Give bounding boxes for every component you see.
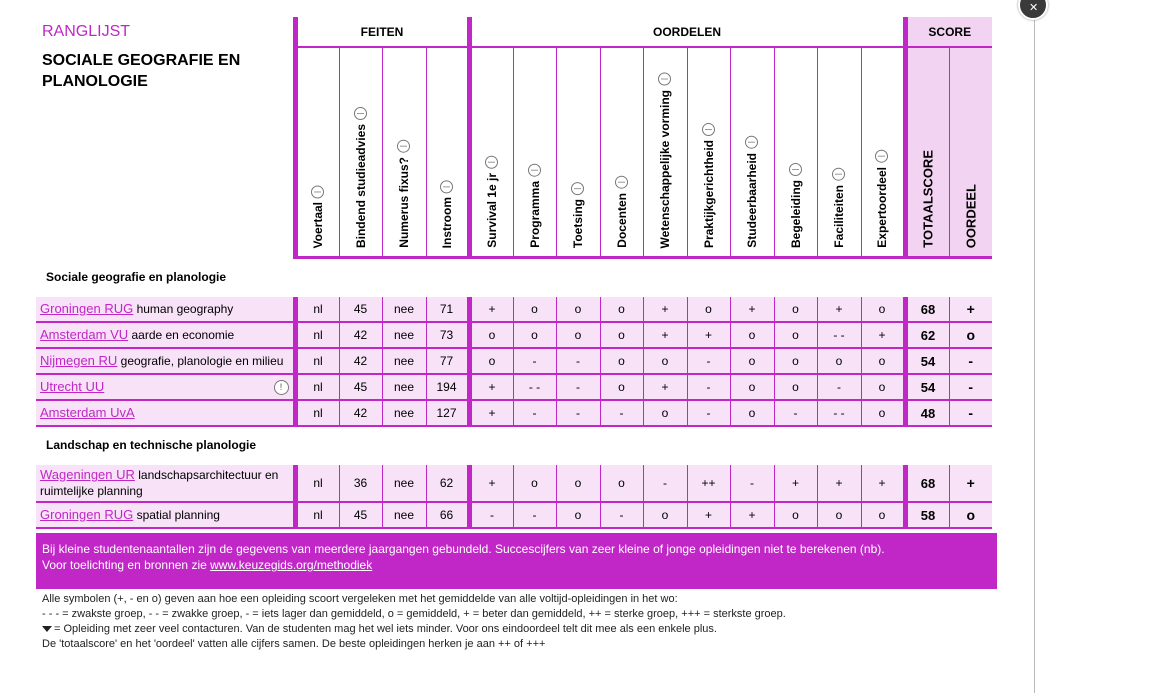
column-header	[774, 47, 817, 258]
column-header-label: Programma	[527, 181, 542, 248]
judgement-cell: o	[513, 322, 556, 348]
institution-cell	[36, 348, 295, 374]
column-header-label: TOTAALSCORE	[920, 150, 936, 248]
judgement-cell: - -	[817, 400, 861, 426]
table-row	[36, 502, 992, 528]
note-line-2	[42, 557, 991, 573]
final-judgement: -	[949, 348, 992, 374]
fact-cell: 45	[339, 502, 382, 528]
judgement-cell: o	[730, 348, 774, 374]
table-row	[36, 400, 992, 426]
judgement-cell: o	[774, 374, 817, 400]
column-header-label: Begeleiding	[788, 179, 803, 248]
fact-cell: nee	[382, 297, 426, 322]
info-note	[36, 533, 997, 589]
column-header-label: Studeerbaarheid	[745, 153, 759, 248]
total-score: 68	[905, 465, 949, 502]
column-header	[339, 47, 382, 258]
judgement-cell: o	[556, 465, 600, 502]
info-icon[interactable]	[833, 168, 846, 181]
table-row	[36, 297, 992, 322]
total-score: 68	[905, 297, 949, 322]
institution-link[interactable]: Amsterdam VU	[40, 327, 129, 342]
judgement-cell: +	[817, 465, 861, 502]
judgement-cell: +	[643, 322, 687, 348]
column-header-label: Toetsing	[571, 198, 585, 248]
column-header-label: Bindend studieadvies	[353, 123, 368, 248]
column-header	[295, 47, 339, 258]
final-judgement: -	[949, 400, 992, 426]
column-header-label: Survival 1e jr	[485, 173, 499, 248]
column-header	[949, 47, 992, 258]
program-name: landschapsarchitectuur en ruimtelijke planning	[40, 468, 279, 498]
judgement-cell: +	[861, 322, 905, 348]
total-score: 62	[905, 322, 949, 348]
column-header-label: Instroom	[439, 196, 454, 248]
section-title: Landschap en technische planologie	[36, 426, 992, 463]
column-header	[426, 47, 469, 258]
info-icon[interactable]	[486, 156, 499, 169]
column-header-label: Praktijkgerichtheid	[701, 139, 716, 248]
judgement-cell: +	[730, 502, 774, 528]
final-judgement: +	[949, 297, 992, 322]
fact-cell: 42	[339, 400, 382, 426]
legend-line-2: - - - = zwakste groep, - - = zwakke groep, - = iets lager dan gemiddeld, o = gemiddeld, + = beter dan gemiddeld, ++ = sterke groep, +++ = sterkste groep.	[42, 608, 786, 620]
judgement-cell: o	[774, 348, 817, 374]
info-icon[interactable]	[615, 176, 628, 189]
column-header-label: Voertaal	[311, 201, 325, 248]
judgement-cell: o	[469, 322, 513, 348]
total-score: 58	[905, 502, 949, 528]
judgement-cell: -	[687, 400, 730, 426]
judgement-cell: o	[513, 297, 556, 322]
judgement-cell: -	[730, 465, 774, 502]
judgement-cell: o	[817, 502, 861, 528]
judgement-cell: +	[469, 297, 513, 322]
judgement-cell: o	[600, 322, 643, 348]
judgement-cell: o	[600, 465, 643, 502]
group-header-score: SCORE	[905, 17, 992, 47]
table-row	[36, 374, 992, 400]
fact-cell: nl	[295, 502, 339, 528]
column-header-label: Expertoordeel	[875, 167, 889, 248]
judgement-cell: +	[643, 297, 687, 322]
judgement-cell: o	[513, 465, 556, 502]
column-header	[861, 47, 905, 258]
column-header	[817, 47, 861, 258]
group-header-feiten: FEITEN	[295, 17, 469, 47]
judgement-cell: -	[469, 502, 513, 528]
judgement-cell: +	[469, 465, 513, 502]
legend-line-3-text: = Opleiding met zeer veel contacturen. Van de studenten mag het wel iets minder. Voor ons eindoordeel telt dit mee als een enkele plus.	[54, 623, 717, 635]
close-icon[interactable]: ✕	[1018, 0, 1048, 20]
triangle-down-icon	[42, 626, 52, 632]
judgement-cell: -	[600, 502, 643, 528]
legend-line-1: Alle symbolen (+, - en o) geven aan hoe een opleiding scoort vergeleken met het gemiddelde van alle voltijd-opleidingen in het wo:	[42, 593, 678, 605]
info-icon[interactable]	[702, 123, 715, 136]
fact-cell: 194	[426, 374, 469, 400]
judgement-cell: o	[774, 297, 817, 322]
column-header	[905, 47, 949, 258]
institution-cell	[36, 502, 295, 528]
table-row	[36, 465, 992, 502]
fact-cell: nl	[295, 297, 339, 322]
judgement-cell: -	[687, 348, 730, 374]
judgement-cell: o	[730, 322, 774, 348]
judgement-cell: +	[469, 374, 513, 400]
program-name: geografie, planologie en milieu	[120, 354, 284, 368]
judgement-cell: +	[861, 465, 905, 502]
judgement-cell: -	[556, 400, 600, 426]
column-header	[556, 47, 600, 258]
judgement-cell: o	[730, 374, 774, 400]
fact-cell: nl	[295, 465, 339, 502]
judgement-cell: - -	[513, 374, 556, 400]
info-icon[interactable]	[876, 150, 889, 163]
institution-cell	[36, 465, 295, 502]
fact-cell: 73	[426, 322, 469, 348]
judgement-cell: o	[600, 348, 643, 374]
fact-cell: nee	[382, 348, 426, 374]
program-name: aarde en economie	[131, 328, 235, 342]
judgement-cell: +	[469, 400, 513, 426]
subject-title: SOCIALE GEOGRAFIE EN PLANOLOGIE	[42, 52, 241, 90]
table-row	[36, 322, 992, 348]
judgement-cell: -	[513, 502, 556, 528]
column-header-label: Wetenschappelijke vorming	[658, 89, 672, 248]
judgement-cell: - -	[817, 322, 861, 348]
judgement-cell: o	[600, 374, 643, 400]
column-header	[730, 47, 774, 258]
column-header	[469, 47, 513, 258]
judgement-cell: o	[556, 297, 600, 322]
judgement-cell: -	[513, 400, 556, 426]
judgement-cell: +	[687, 502, 730, 528]
info-icon[interactable]	[746, 136, 759, 149]
judgement-cell: o	[861, 502, 905, 528]
judgement-cell: ++	[687, 465, 730, 502]
legend-line-4: De 'totaalscore' en het 'oordeel' vatten alle cijfers samen. De beste opleidingen herken je aan ++ of +++	[42, 638, 546, 650]
column-header	[513, 47, 556, 258]
total-score: 54	[905, 374, 949, 400]
final-judgement: -	[949, 374, 992, 400]
judgement-cell: o	[643, 400, 687, 426]
final-judgement: o	[949, 502, 992, 528]
judgement-cell: o	[817, 348, 861, 374]
fact-cell: nl	[295, 348, 339, 374]
judgement-cell: o	[556, 502, 600, 528]
column-header-label: Faciliteiten	[832, 185, 846, 248]
judgement-cell: o	[643, 348, 687, 374]
fact-cell: 127	[426, 400, 469, 426]
info-icon[interactable]	[659, 73, 672, 86]
fact-cell: nee	[382, 400, 426, 426]
fact-cell: 71	[426, 297, 469, 322]
judgement-cell: o	[687, 297, 730, 322]
note-prefix: Voor toelichting en bronnen zie	[42, 558, 207, 572]
fact-cell: 77	[426, 348, 469, 374]
judgement-cell: o	[861, 348, 905, 374]
fact-cell: nee	[382, 374, 426, 400]
judgement-cell: -	[643, 465, 687, 502]
fact-cell: nl	[295, 322, 339, 348]
ranking-table	[36, 17, 992, 529]
judgement-cell: -	[556, 348, 600, 374]
column-header-label: Docenten	[614, 193, 629, 248]
info-icon[interactable]	[398, 140, 411, 153]
legend	[42, 592, 786, 652]
institution-link[interactable]: Amsterdam UvA	[40, 405, 135, 420]
judgement-cell: +	[643, 374, 687, 400]
table-row	[36, 348, 992, 374]
warning-icon[interactable]: !	[274, 380, 289, 395]
institution-cell	[36, 374, 295, 400]
institution-link[interactable]: Groningen RUG	[40, 301, 134, 316]
ranglijst-label: RANGLIJST	[42, 23, 131, 40]
column-header	[382, 47, 426, 258]
judgement-cell: -	[600, 400, 643, 426]
judgement-cell: -	[687, 374, 730, 400]
info-icon[interactable]	[528, 164, 541, 177]
column-header	[643, 47, 687, 258]
judgement-cell: -	[556, 374, 600, 400]
judgement-cell: +	[817, 297, 861, 322]
methodiek-link[interactable]: www.keuzegids.org/methodiek	[210, 558, 373, 572]
fact-cell: nee	[382, 322, 426, 348]
judgement-cell: o	[774, 322, 817, 348]
judgement-cell: +	[730, 297, 774, 322]
institution-link[interactable]: Groningen RUG	[40, 507, 134, 522]
info-icon[interactable]	[312, 185, 325, 198]
judgement-cell: o	[643, 502, 687, 528]
info-icon[interactable]	[440, 180, 453, 193]
institution-link[interactable]: Utrecht UU	[40, 379, 105, 394]
fact-cell: 45	[339, 297, 382, 322]
total-score: 48	[905, 400, 949, 426]
column-header	[687, 47, 730, 258]
group-header-oordelen: OORDELEN	[469, 17, 905, 47]
fact-cell: 36	[339, 465, 382, 502]
fact-cell: 66	[426, 502, 469, 528]
fact-cell: nl	[295, 400, 339, 426]
final-judgement: o	[949, 322, 992, 348]
note-line-1: Bij kleine studentenaantallen zijn de gegevens van meerdere jaargangen gebundeld. Succescijfers van zeer kleine of jonge opleidingen niet te berekenen (nb).	[42, 542, 885, 556]
table-title-cell	[36, 17, 295, 258]
legend-line-3	[42, 622, 786, 637]
fact-cell: 42	[339, 348, 382, 374]
judgement-cell: -	[817, 374, 861, 400]
section-title: Sociale geografie en planologie	[36, 258, 992, 296]
institution-cell	[36, 400, 295, 426]
fact-cell: nee	[382, 502, 426, 528]
judgement-cell: o	[730, 400, 774, 426]
fact-cell: 45	[339, 374, 382, 400]
fact-cell: 42	[339, 322, 382, 348]
judgement-cell: o	[600, 297, 643, 322]
judgement-cell: o	[556, 322, 600, 348]
column-header	[600, 47, 643, 258]
institution-cell	[36, 297, 295, 322]
judgement-cell: o	[861, 400, 905, 426]
institution-link[interactable]: Nijmegen RU	[40, 353, 118, 368]
fact-cell: nee	[382, 465, 426, 502]
judgement-cell: -	[513, 348, 556, 374]
program-name: spatial planning	[136, 508, 220, 522]
fact-cell: nl	[295, 374, 339, 400]
judgement-cell: o	[774, 502, 817, 528]
column-header-label: OORDEEL	[963, 183, 979, 248]
fact-cell: 62	[426, 465, 469, 502]
judgement-cell: o	[861, 297, 905, 322]
total-score: 54	[905, 348, 949, 374]
column-header-label: Numerus fixus?	[397, 157, 411, 248]
final-judgement: +	[949, 465, 992, 502]
judgement-cell: +	[774, 465, 817, 502]
institution-cell	[36, 322, 295, 348]
info-icon[interactable]	[572, 182, 585, 195]
info-icon[interactable]	[354, 107, 367, 120]
program-name: human geography	[136, 302, 234, 316]
judgement-cell: +	[687, 322, 730, 348]
judgement-cell: o	[861, 374, 905, 400]
institution-link[interactable]: Wageningen UR	[40, 467, 135, 482]
judgement-cell: -	[774, 400, 817, 426]
info-icon[interactable]	[789, 163, 802, 176]
judgement-cell: o	[469, 348, 513, 374]
